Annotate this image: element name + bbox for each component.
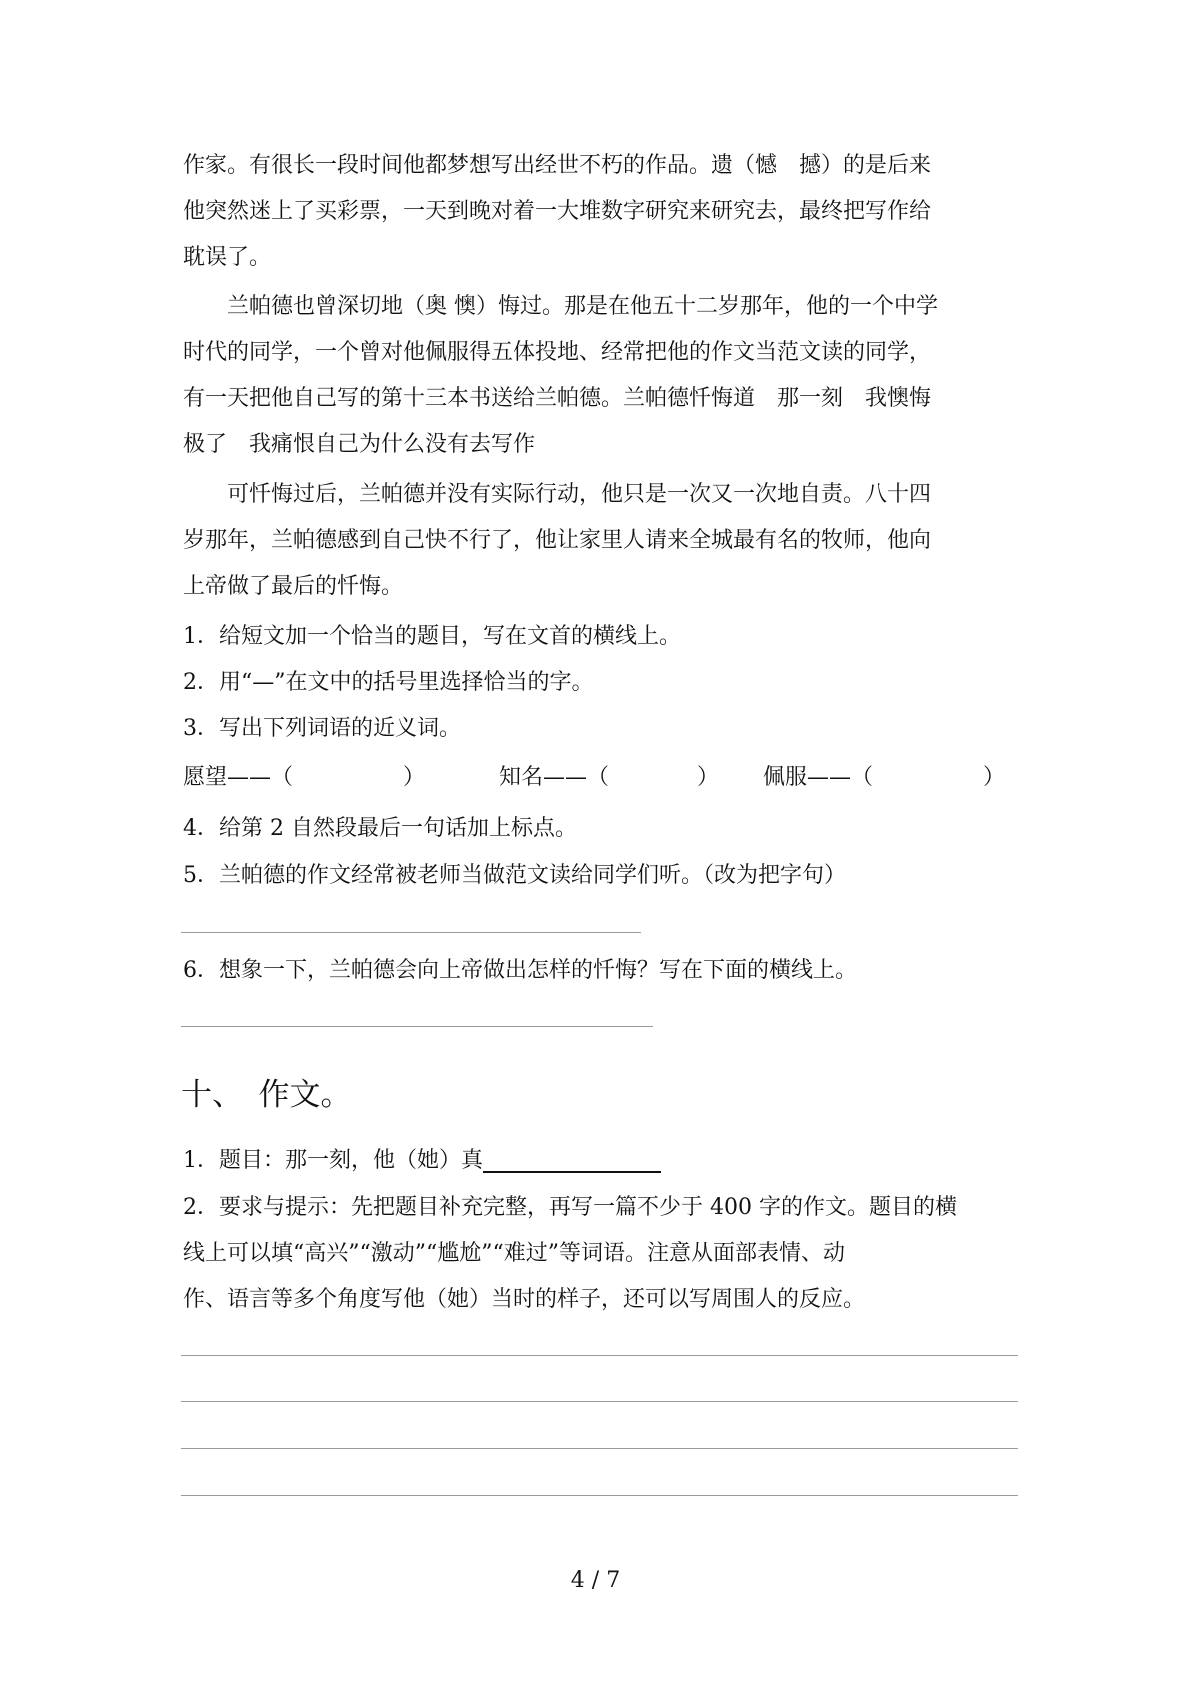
passage-line: 作家。有很长一段时间他都梦想写出经世不朽的作品。遗（憾 撼）的是后来 bbox=[183, 153, 932, 178]
composition-title-prompt: 1．题目：那一刻，他（她）真 bbox=[183, 1148, 483, 1173]
synonym-yuanwang: 愿望——（ ） bbox=[183, 765, 426, 790]
writing-line[interactable] bbox=[181, 1495, 1018, 1496]
requirement-line: 线上可以填“高兴”“激动”“尴尬”“难过”等词语。注意从面部表情、动 bbox=[183, 1241, 845, 1266]
title-blank[interactable] bbox=[483, 1141, 661, 1173]
question-2: 2．用“—”在文中的括号里选择恰当的字。 bbox=[183, 670, 594, 695]
writing-line[interactable] bbox=[181, 1355, 1018, 1356]
requirement-line: 作、语言等多个角度写他（她）当时的样子，还可以写周围人的反应。 bbox=[183, 1287, 866, 1312]
answer-line[interactable] bbox=[181, 1026, 653, 1027]
section-heading: 十、 作文。 bbox=[181, 1077, 352, 1113]
synonym-zhiming: 知名——（ ） bbox=[499, 765, 720, 790]
question-3: 3．写出下列词语的近义词。 bbox=[183, 716, 461, 741]
passage-line: 兰帕德也曾深切地（奥 懊）悔过。那是在他五十二岁那年，他的一个中学 bbox=[183, 294, 938, 319]
passage-line: 他突然迷上了买彩票，一天到晚对着一大堆数字研究来研究去，最终把写作给 bbox=[183, 199, 932, 224]
passage-line: 岁那年，兰帕德感到自己快不行了，他让家里人请来全城最有名的牧师，他向 bbox=[183, 528, 932, 553]
requirement-line: 2．要求与提示：先把题目补充完整，再写一篇不少于 400 字的作文。题目的横 bbox=[183, 1195, 957, 1220]
writing-line[interactable] bbox=[181, 1401, 1018, 1402]
question-4: 4．给第 2 自然段最后一句话加上标点。 bbox=[183, 816, 577, 841]
composition-title-line bbox=[183, 1138, 1013, 1184]
question-5: 5．兰帕德的作文经常被老师当做范文读给同学们听。（改为把字句） bbox=[183, 863, 846, 888]
synonym-peifu: 佩服——（ ） bbox=[763, 765, 1006, 790]
passage-line: 上帝做了最后的忏悔。 bbox=[183, 574, 404, 599]
page-number: 4 / 7 bbox=[570, 1568, 621, 1593]
writing-line[interactable] bbox=[181, 1448, 1018, 1449]
answer-line[interactable] bbox=[181, 932, 641, 933]
passage-line: 有一天把他自己写的第十三本书送给兰帕德。兰帕德忏悔道 那一刻 我懊悔 bbox=[183, 386, 932, 411]
question-1: 1．给短文加一个恰当的题目，写在文首的横线上。 bbox=[183, 624, 681, 649]
passage-line: 耽误了。 bbox=[183, 245, 272, 270]
passage-line: 时代的同学，一个曾对他佩服得五体投地、经常把他的作文当范文读的同学， bbox=[183, 340, 932, 365]
passage-line: 可忏悔过后，兰帕德并没有实际行动，他只是一次又一次地自责。八十四 bbox=[183, 482, 932, 507]
question-6: 6．想象一下，兰帕德会向上帝做出怎样的忏悔？写在下面的横线上。 bbox=[183, 958, 857, 983]
passage-line: 极了 我痛恨自己为什么没有去写作 bbox=[183, 432, 536, 457]
